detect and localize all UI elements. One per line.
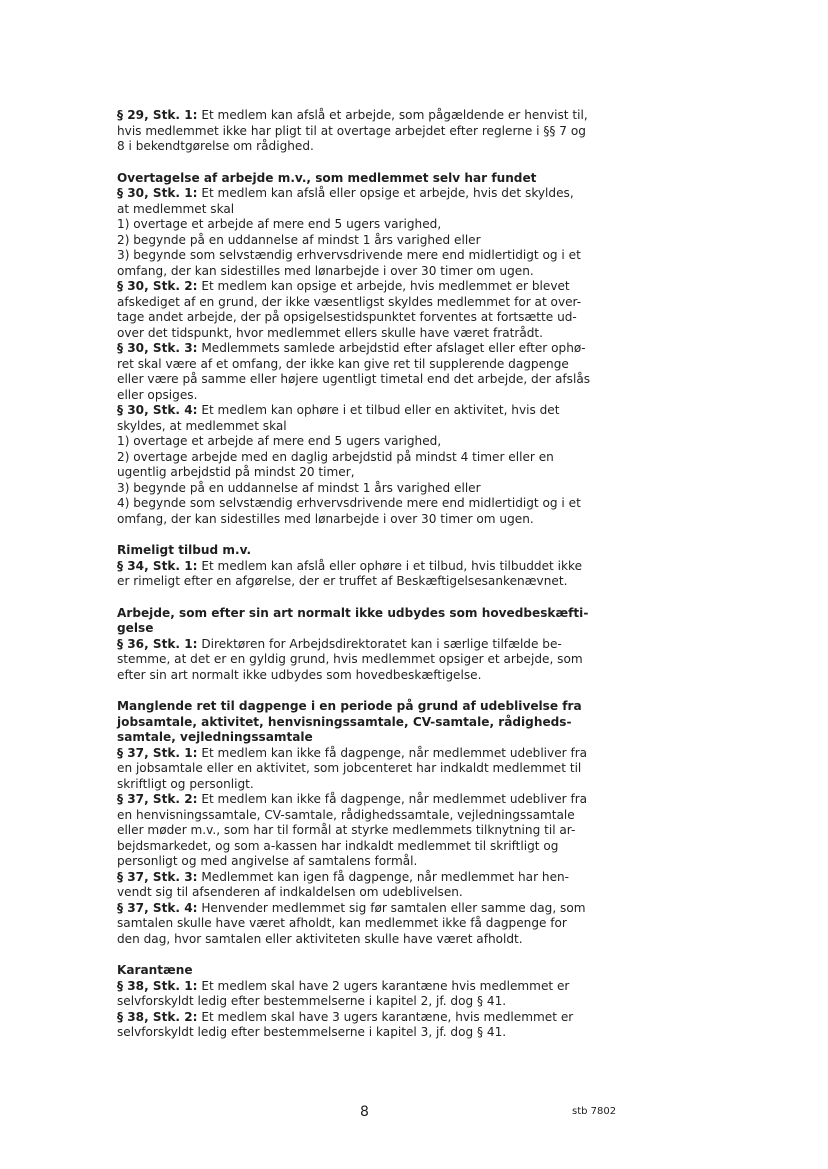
paragraph (117, 186, 622, 279)
section-gap (117, 527, 622, 543)
paragraph (117, 746, 622, 793)
section-gap (117, 155, 622, 171)
paragraph (117, 979, 622, 1010)
document-code: stb 7802 (572, 1106, 617, 1117)
paragraph-line: en henvisningssamtale, CV-samtale, rådighedssamtale, vejledningssamtale (117, 807, 575, 822)
section (117, 171, 622, 528)
paragraph-line: 3) begynde som selvstændig erhvervsdrivende mere end midlertidigt og i et (117, 248, 581, 262)
paragraph-line (117, 559, 622, 575)
paragraph (117, 792, 622, 870)
paragraph-line: selvforskyldt ledig efter bestemmelserne i kapitel 3, jf. dog § 41. (117, 1025, 507, 1039)
section (117, 543, 622, 590)
paragraph-line (117, 403, 622, 419)
paragraph (117, 870, 622, 901)
paragraph-line: over det tidspunkt, hvor medlemmet ellers skulle have været fratrådt. (117, 325, 543, 340)
paragraph-line: at medlemmet skal (117, 201, 235, 216)
paragraph-line (117, 637, 622, 653)
paragraph-line (117, 108, 622, 124)
page-number: 8 (360, 1104, 369, 1120)
paragraph-line: ret skal være af et omfang, der ikke kan give ret til supplerende dagpenge (117, 356, 569, 371)
paragraph-line: 8 i bekendtgørelse om rådighed. (117, 139, 314, 153)
section-reference: § 37, Stk. 4: (117, 900, 198, 915)
section-reference: § 38, Stk. 2: (117, 1009, 198, 1024)
paragraph-line: den dag, hvor samtalen eller aktiviteten skulle have været afholdt. (117, 931, 523, 946)
paragraph-line: eller være på samme eller højere ugentligt timetal end det arbejde, der afslås (117, 372, 591, 386)
paragraph-line (117, 870, 622, 886)
paragraph-line (117, 279, 622, 295)
section-reference: § 34, Stk. 1: (117, 558, 198, 573)
section-reference: § 36, Stk. 1: (117, 636, 198, 651)
paragraph-line: 2) begynde på en uddannelse af mindst 1 års varighed eller (117, 232, 481, 247)
paragraph-line (117, 901, 622, 917)
section-reference: § 30, Stk. 2: (117, 279, 198, 293)
paragraph-text: Et medlem skal have 3 ugers karantæne, hvis medlemmet er (197, 1009, 574, 1024)
paragraph-text: Medlemmets samlede arbejdstid efter afslaget eller efter ophø- (197, 341, 586, 355)
section-reference: § 37, Stk. 2: (117, 792, 198, 806)
paragraph (117, 637, 622, 684)
paragraph-text: Et medlem kan afslå eller opsige et arbejde, hvis det skyldes, (197, 186, 574, 200)
section (117, 108, 622, 155)
paragraph (117, 341, 622, 403)
paragraph (117, 901, 622, 948)
paragraph-line: stemme, at det er en gyldig grund, hvis medlemmet opsiger et arbejde, som (117, 652, 583, 666)
paragraph-line (117, 1010, 622, 1026)
paragraph-line: eller møder m.v., som har til formål at styrke medlemmets tilknytning til ar- (117, 823, 576, 837)
paragraph-line: ugentlig arbejdstid på mindst 20 timer, (117, 465, 355, 479)
paragraph-text: Et medlem skal have 2 ugers karantæne hvis medlemmet er (197, 978, 570, 993)
paragraph-text: Et medlem kan ophøre i et tilbud eller en aktivitet, hvis det (197, 403, 560, 417)
paragraph-line: 1) overtage et arbejde af mere end 5 ugers varighed, (117, 217, 442, 231)
paragraph-line (117, 746, 622, 762)
section-gap (117, 590, 622, 606)
paragraph-line (117, 186, 622, 202)
paragraph-line: selvforskyldt ledig efter bestemmelserne i kapitel 2, jf. dog § 41. (117, 994, 507, 1008)
paragraph-text: Henvender medlemmet sig før samtalen eller samme dag, som (197, 900, 586, 915)
section-reference: § 37, Stk. 3: (117, 869, 198, 884)
paragraph-line: tage andet arbejde, der på opsigelsestidspunktet forventes at fortsætte ud- (117, 310, 577, 324)
paragraph-line: samtalen skulle have været afholdt, kan medlemmet ikke få dagpenge for (117, 916, 567, 930)
paragraph-line (117, 979, 622, 995)
paragraph-line: omfang, der kan sidestilles med lønarbejde i over 30 timer om ugen. (117, 511, 534, 526)
section (117, 699, 622, 947)
section-reference: § 30, Stk. 4: (117, 403, 198, 417)
section (117, 606, 622, 684)
paragraph-line: er rimeligt efter en afgørelse, der er truffet af Beskæftigelsesankenævnet. (117, 574, 568, 588)
paragraph-line: bejdsmarkedet, og som a-kassen har indkaldt medlemmet til skriftligt og (117, 838, 559, 853)
paragraph (117, 108, 622, 155)
paragraph-line (117, 341, 622, 357)
section-reference: § 38, Stk. 1: (117, 978, 198, 993)
paragraph-line: vendt sig til afsenderen af indkaldelsen om udeblivelsen. (117, 885, 463, 899)
paragraph-line: omfang, der kan sidestilles med lønarbejde i over 30 timer om ugen. (117, 263, 534, 278)
paragraph-line: 3) begynde på en uddannelse af mindst 1 års varighed eller (117, 480, 481, 495)
section-heading: Arbejde, som efter sin art normalt ikke udbydes som hovedbeskæfti- gelse (117, 605, 589, 635)
section-gap (117, 683, 622, 699)
paragraph-line: afskediget af en grund, der ikke væsentligst skyldes medlemmet for at over- (117, 294, 582, 309)
paragraph-line: hvis medlemmet ikke har pligt til at overtage arbejdet efter reglerne i §§ 7 og (117, 123, 586, 138)
paragraph-text: Et medlem kan afslå et arbejde, som pågældende er henvist til, (197, 108, 588, 122)
paragraph-text: Direktøren for Arbejdsdirektoratet kan i særlige tilfælde be- (197, 636, 562, 651)
paragraph-line: personligt og med angivelse af samtalens formål. (117, 854, 418, 868)
section-reference: § 37, Stk. 1: (117, 745, 198, 760)
document-body (117, 108, 622, 1041)
paragraph-text: Et medlem kan opsige et arbejde, hvis medlemmet er blevet (197, 279, 570, 293)
paragraph (117, 1010, 622, 1041)
paragraph-line: 4) begynde som selvstændig erhvervsdrivende mere end midlertidigt og i et (117, 496, 581, 510)
paragraph-line: en jobsamtale eller en aktivitet, som jobcenteret har indkaldt medlemmet til (117, 761, 582, 775)
section (117, 963, 622, 1041)
paragraph-line: eller opsiges. (117, 387, 198, 402)
paragraph-line: 2) overtage arbejde med en daglig arbejdstid på mindst 4 timer eller en (117, 449, 554, 464)
paragraph-text: Medlemmet kan igen få dagpenge, når medlemmet har hen- (197, 869, 570, 884)
paragraph-text: Et medlem kan ikke få dagpenge, når medlemmet udebliver fra (197, 792, 588, 806)
section-gap (117, 947, 622, 963)
section-reference: § 30, Stk. 3: (117, 341, 198, 355)
paragraph-text: Et medlem kan ikke få dagpenge, når medlemmet udebliver fra (197, 745, 588, 760)
paragraph-line: 1) overtage et arbejde af mere end 5 ugers varighed, (117, 434, 442, 448)
section-reference: § 30, Stk. 1: (117, 186, 198, 200)
paragraph (117, 403, 622, 527)
paragraph-line: skriftligt og personligt. (117, 776, 254, 791)
paragraph (117, 559, 622, 590)
paragraph (117, 279, 622, 341)
paragraph-text: Et medlem kan afslå eller ophøre i et tilbud, hvis tilbuddet ikke (197, 558, 583, 573)
section-heading: Manglende ret til dagpenge i en periode på grund af udeblivelse fra jobsamtale, aktivitet, henvisningssamtale, CV-samtale, rådigheds- samtale, vejledningssamtale (117, 699, 582, 744)
section-heading: Overtagelse af arbejde m.v., som medlemmet selv har fundet (117, 170, 537, 185)
section-heading: Rimeligt tilbud m.v. (117, 543, 252, 557)
paragraph-line (117, 792, 622, 808)
section-reference: § 29, Stk. 1: (117, 108, 198, 122)
paragraph-line: skyldes, at medlemmet skal (117, 418, 287, 433)
section-heading: Karantæne (117, 963, 193, 977)
paragraph-line: efter sin art normalt ikke udbydes som hovedbeskæftigelse. (117, 667, 482, 682)
